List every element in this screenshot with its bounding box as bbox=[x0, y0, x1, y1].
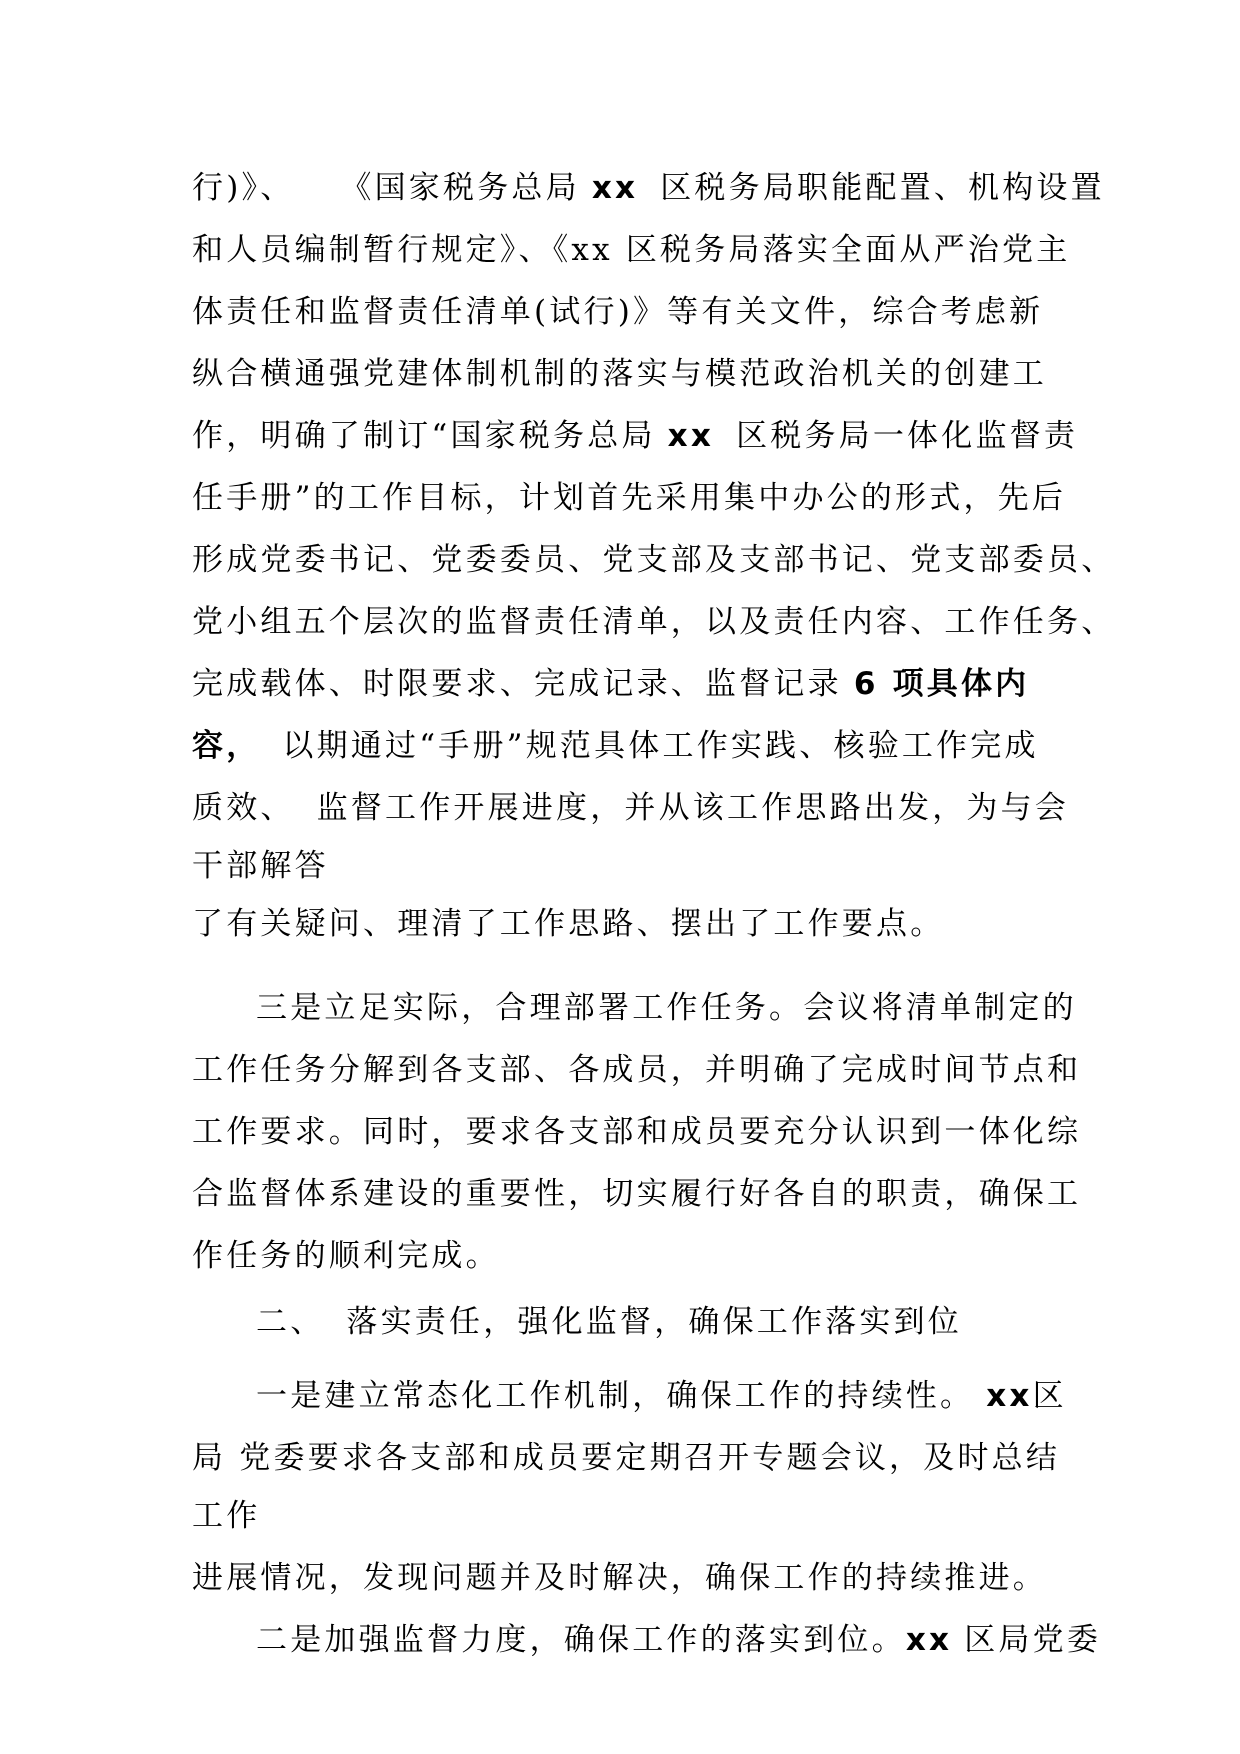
text-run: 完成载体、时限要求、完成记录、监督记录 bbox=[192, 666, 842, 702]
text-run: 一是建立常态化工作机制，确保工作的持续性。 bbox=[256, 1378, 975, 1414]
text-run: 质效、 bbox=[192, 790, 295, 826]
text-run: 监督工作开展进度，并从该工作思路出发，为与会 bbox=[316, 790, 1070, 826]
text-run: 区税务局一体化监督责 bbox=[736, 418, 1079, 454]
text-line: 作任务的顺利完成。 bbox=[192, 1238, 500, 1274]
text-line bbox=[192, 720, 1052, 772]
text-line bbox=[256, 1614, 1116, 1666]
text-line: 合监督体系建设的重要性，切实履行好各自的职责，确保工 bbox=[192, 1176, 1082, 1212]
text-line: 和人员编制暂行规定》、《xx 区税务局落实全面从严治党主 bbox=[192, 232, 1071, 268]
text-run: 《国家税务总局 bbox=[340, 170, 580, 206]
text-line: 干部解答 bbox=[192, 848, 329, 884]
text-line: 局 党委要求各支部和成员要定期召开专题会议，及时总结 bbox=[192, 1440, 1061, 1476]
placeholder-xx: xx bbox=[986, 1378, 1033, 1414]
text-line: 任手册”的工作目标，计划首先采用集中办公的形式，先后 bbox=[192, 480, 1067, 516]
bold-text: 6 项具体内 bbox=[853, 666, 1030, 702]
text-line bbox=[192, 782, 1070, 834]
placeholder-xx: xx bbox=[667, 418, 715, 454]
text-run: 以期通过“手册”规范具体工作实践、核验工作完成 bbox=[282, 728, 1039, 764]
placeholder-xx: xx bbox=[591, 170, 639, 206]
text-line: 三是立足实际，合理部署工作任务。会议将清单制定的 bbox=[256, 990, 1077, 1026]
text-run: 作，明确了制订“国家税务总局 bbox=[192, 418, 656, 454]
text-line: 进展情况，发现问题并及时解决，确保工作的持续推进。 bbox=[192, 1560, 1047, 1596]
text-line bbox=[192, 658, 1052, 710]
text-line: 工作 bbox=[192, 1498, 261, 1534]
text-line: 体责任和监督责任清单(试行)》等有关文件，综合考虑新 bbox=[192, 294, 1044, 330]
heading-number: 二、 bbox=[256, 1304, 325, 1340]
text-line bbox=[256, 1370, 1116, 1422]
text-line: 工作要求。同时，要求各支部和成员要充分认识到一体化综 bbox=[192, 1114, 1082, 1150]
text-line: 形成党委书记、党委委员、党支部及支部书记、党支部委员、 bbox=[192, 542, 1116, 578]
text-line: 工作任务分解到各支部、各成员，并明确了完成时间节点和 bbox=[192, 1052, 1082, 1088]
section-heading bbox=[256, 1296, 1116, 1348]
text-line: 纵合横通强党建体制机制的落实与模范政治机关的创建工 bbox=[192, 356, 1047, 392]
text-line bbox=[192, 410, 1079, 462]
text-line: 了有关疑问、理清了工作思路、摆出了工作要点。 bbox=[192, 906, 945, 942]
text-run: 区税务局职能配置、机构设置 bbox=[660, 170, 1105, 206]
bold-text: 容， bbox=[192, 728, 261, 764]
text-run: 区 bbox=[1032, 1378, 1067, 1414]
text-line bbox=[192, 162, 1105, 214]
heading-text: 落实责任，强化监督，确保工作落实到位 bbox=[346, 1304, 963, 1340]
text-run: 行)》、 bbox=[192, 170, 295, 206]
text-run: 区局党委 bbox=[964, 1622, 1102, 1658]
placeholder-xx: xx bbox=[905, 1622, 953, 1658]
text-run: 二是加强监督力度，确保工作的落实到位。 bbox=[256, 1622, 906, 1658]
text-line: 党小组五个层次的监督责任清单，以及责任内容、工作任务、 bbox=[192, 604, 1116, 640]
